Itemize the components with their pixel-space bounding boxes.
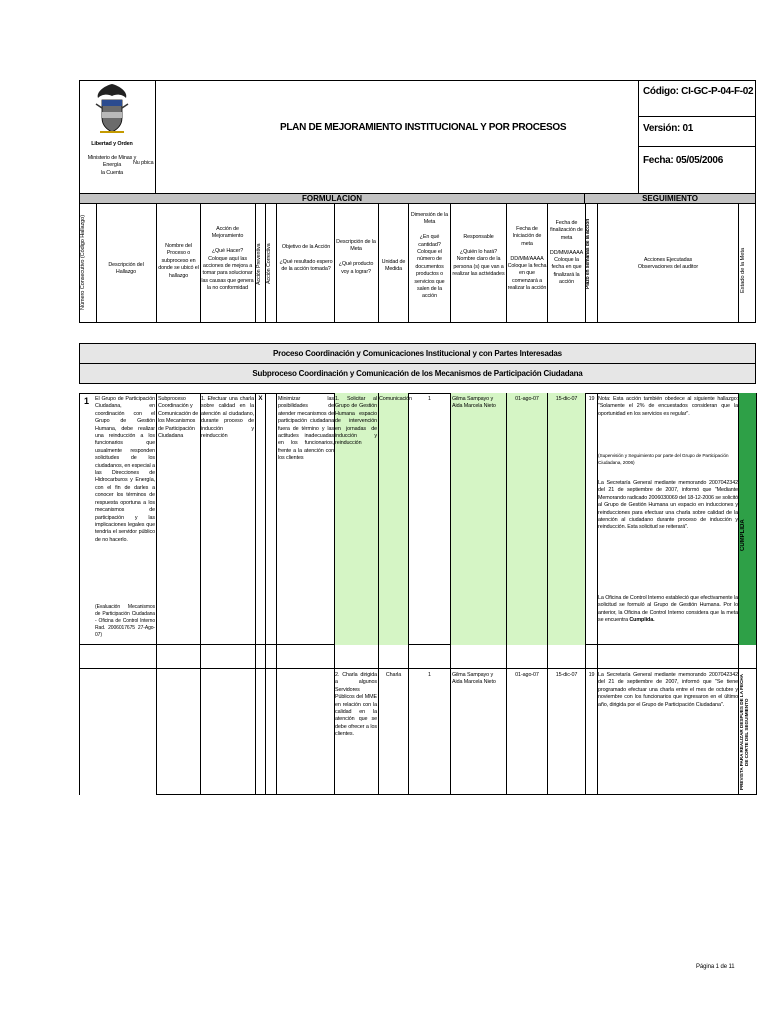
col-divider — [450, 393, 451, 668]
document-code: Código: CI-GC-P-04-F-02 — [643, 86, 754, 97]
col-divider — [156, 393, 157, 668]
subproceso-banner: Subproceso Coordinación y Comunicación de los Mecanismos de Participación Ciudadana — [79, 363, 756, 384]
document-header — [79, 80, 756, 194]
ministry-suffix: Nu pbica — [133, 160, 154, 166]
formulacion-section-label: FORMULACION — [79, 193, 585, 204]
col-divider — [255, 668, 256, 795]
col-divider — [585, 668, 586, 795]
row1-fecha-fin: 15-dic-07 — [555, 396, 578, 402]
row1-proceso: Subproceso Coordinación y Comunicación de los Mecanismos de Participación Ciudadana — [158, 396, 199, 440]
row1-estado: CUMPLIDA — [740, 519, 746, 551]
row1-acciones-cumplida: Cumplida. — [629, 617, 655, 624]
row1-acciones-nota: Nota: Esta acción también obedece al siguiente hallazgo: "Solamente el 2% de encuestados consideran que la oportunidad en los servicios es regular". — [598, 396, 738, 417]
col-header-proceso: Nombre del Proceso o subproceso en donde se ubicó el hallazgo — [158, 243, 199, 279]
col-header-meta: Descripción de la Meta ¿Qué producto voy a lograr? — [336, 239, 376, 275]
row1-acciones-supervision: (Supervisión y Seguimiento por parte del Grupo de Participación Ciudadana, 2006) — [598, 454, 729, 467]
document-date: Fecha: 05/05/2006 — [643, 155, 723, 166]
col-header-preventiva: Acción Preventiva — [256, 243, 262, 285]
col-header-numero: Número Consecutivo (Código Hallazgo) — [80, 215, 86, 311]
coat-of-arms-logo — [90, 82, 134, 142]
col-divider — [506, 393, 507, 668]
col-divider — [200, 668, 201, 795]
row2-fecha-inicio: 01-ago-07 — [515, 672, 539, 678]
row2-acciones: La Secretaría General mediante memorando 2007042342 del 21 de septiembre de 2007, informó que "Se tiene programado efectuar una charla entre el mes de octubre y noviembre con los funcionarios que ingresaron en el último año, dirigida por el Grupo de Participación Ciudadana". — [598, 672, 738, 708]
col-divider — [276, 203, 277, 323]
header-logo-divider — [155, 80, 156, 194]
row1-responsable: Gilma Sampayo y Aida Marcela Nieto — [452, 396, 496, 410]
row2-dimension: 1 — [428, 672, 431, 678]
col-divider — [585, 393, 586, 668]
col-header-dimension: Dimensión de la Meta ¿En qué cantidad? Coloque el número de documentos productos o servicios que salen de la acción — [410, 212, 449, 300]
col-divider — [408, 668, 409, 795]
row-number: 1 — [84, 396, 90, 406]
col-header-fecha-fin: Fecha de finalización de meta DD/MM/AAAA Coloque la fecha en que finalizará la acción — [549, 220, 584, 286]
col-divider — [276, 393, 277, 668]
col-divider — [265, 393, 266, 668]
col-divider — [738, 203, 739, 323]
row1-objetivo: Minimizar las posibilidades de atender mecanismos de participación ciudadana fuera de término y las actitudes inadecuadas en los funcionarios, frente a la atención con los clientes — [278, 396, 334, 462]
col-header-responsable: Responsable ¿Quién lo hará? Nombre claro de la persona (s) que van a realizar las actividades — [452, 234, 505, 278]
seguimiento-section-label: SEGUIMIENTO — [584, 193, 756, 204]
col-divider — [265, 668, 266, 795]
row1-preventiva-mark: X — [258, 395, 263, 402]
row1-fecha-inicio: 01-ago-07 — [515, 396, 539, 402]
row1-bottom-line — [79, 668, 156, 669]
col-divider — [276, 668, 277, 795]
col-header-fecha-inicio: Fecha de Iniciación de meta DD/MM/AAAA Coloque la fecha en que comenzará a realizar la acción — [507, 226, 547, 292]
col-header-plazo: Plazo en semanas de la acción — [585, 218, 591, 290]
col-header-accion: Acción de Mejoramiento ¿Qué Hacer? Coloque aquí las acciones de mejora a tomar para solucionar las causas que genera la no conformidad — [201, 226, 254, 292]
row2-meta: 2. Charla dirigida a algunos Servidores Públicos del MME en relación con la calidad en la atención que se debe ofrecer a los clientes. — [335, 672, 377, 738]
row1-descripcion: El Grupo de Participación Ciudadana, en coordinación con el Grupo de Gestión Humana, debe realizar una reinducción a los funcionarios que usualmente responden solicitudes de los ciudadanos, en especial a las Direcciones de Hidrocarburos y Energía, con el fin de darles a conocer los términos de respuesta oportuna a los mecanismos de participación y las implicaciones legales que tendría el servidor público de no hacerlo. — [95, 396, 155, 543]
row2-right-border — [756, 393, 757, 795]
col-header-acciones: Acciones Ejecutadas Observaciones del auditor — [637, 257, 699, 271]
row2-plazo: 19 — [588, 672, 595, 678]
ministry-name: Ministerio de Minas y Energía la Cuenta — [87, 155, 137, 176]
page-number: Página 1 de 11 — [696, 964, 735, 970]
header-row-line-1 — [638, 116, 756, 117]
row2-fecha-fin: 15-dic-07 — [555, 672, 578, 678]
logo-motto: Libertad y Orden — [91, 141, 133, 147]
col-header-correctiva: Acción Correctiva — [266, 243, 272, 285]
col-divider — [408, 393, 409, 668]
row2-unidad: Charla — [385, 672, 402, 678]
header-right-divider — [638, 80, 639, 194]
col-divider — [378, 393, 379, 668]
row2-responsable: Gilma Sampayo y Aida Marcela Nieto — [452, 672, 496, 686]
row1-followup-cell — [450, 393, 585, 645]
col-divider — [378, 668, 379, 795]
col-header-estado: Estado de la Meta — [740, 247, 746, 293]
col-divider — [96, 203, 97, 323]
row1-dimension: 1 — [428, 396, 431, 402]
col-header-descripcion: Descripción del Hallazgo — [108, 262, 144, 276]
row1-descripcion-ref: (Evaluación Mecanismos de Participación Ciudadana - Oficina de Control Interno Rad. 2006017675 27-Ago-07) — [95, 604, 155, 638]
col-divider — [506, 668, 507, 795]
row1-acciones-control-text: La Oficina de Control Interno estableció que efectivamente la solicitud se formuló al Grupo de Gestión Humana. Por lo anterior, la Oficina de Control Interno considera que la meta se encuentra — [598, 595, 738, 624]
row1-acciones-secretaria: La Secretaría General mediante memorando 2007042342 del 21 de septiembre de 2007, informó que "Mediante Memorando radicado 2006030069 del 18-12-2006 se solicitó al Grupo de Gestión Humana un espacio en inducciones y reinducciones para efectuar una charla sobre calidad de la atención al ciudadano durante proceso de inducción y reinducción. Esta solicitud se reiterará". — [598, 480, 738, 531]
row2-left-border — [79, 393, 80, 795]
col-divider — [450, 668, 451, 795]
col-divider — [547, 668, 548, 795]
header-row-line-2 — [638, 146, 756, 147]
col-header-objetivo: Objetivo de la Acción ¿Qué resultado espero de la acción tomada? — [279, 244, 333, 273]
col-divider — [738, 393, 739, 668]
document-title: PLAN DE MEJORAMIENTO INSTITUCIONAL Y POR PROCESOS — [280, 122, 567, 133]
col-divider — [255, 393, 256, 668]
row1-plazo: 19 — [588, 396, 595, 402]
row1-acciones-control — [598, 595, 738, 625]
col-divider — [156, 668, 157, 795]
col-header-unidad: Unidad de Medida — [381, 259, 406, 273]
row1-meta: 1. Solicitar al Grupo de Gestión Humana espacio de intervención en jornadas de inducción y reinducción — [335, 396, 377, 447]
row2-estado: PREVISTA PARA REALIZAR DESPUES DE LA FECHA DE CORTE DEL SEGUIMIENTO — [739, 674, 750, 790]
col-divider — [547, 393, 548, 668]
row1-accion: 1. Efectuar una charla sobre calidad en la atención al ciudadano, durante proceso de inducción y reinducción — [201, 396, 254, 440]
document-version: Versión: 01 — [643, 123, 694, 134]
row1-unidad: Comunicación — [379, 396, 412, 402]
proceso-banner: Proceso Coordinación y Comunicaciones Institucional y con Partes Interesadas — [79, 343, 756, 364]
